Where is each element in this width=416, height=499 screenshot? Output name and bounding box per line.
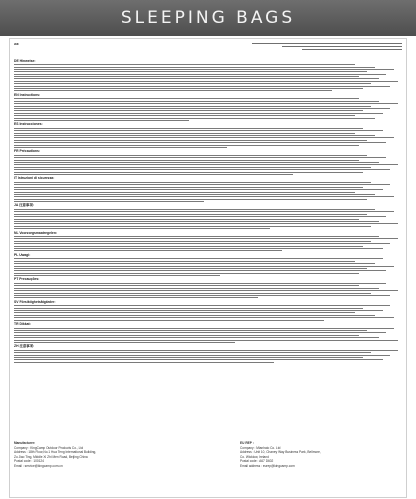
section-title: DE Hinweise: [14,58,36,63]
text-line [14,238,398,239]
text-line [14,90,332,91]
language-section-zh [14,344,402,362]
text-line [14,140,367,141]
text-line [14,113,383,114]
text-line [14,145,359,146]
language-section-sv [14,300,402,321]
text-line [14,268,367,269]
text-line [14,270,386,271]
text-line [14,88,363,89]
text-line [14,258,383,259]
text-line [14,297,258,298]
text-line [14,335,359,336]
text-line [14,357,363,358]
text-line [14,192,355,193]
text-line [14,236,379,237]
language-section-pl [14,253,402,276]
text-line [14,164,398,165]
text-line [14,78,379,79]
text-line [14,69,394,70]
text-line [14,221,379,222]
language-section-en [14,93,402,121]
section-title: PL Uwagi: [14,252,31,257]
section-title: SV Försiktighetsåtgärder: [14,299,56,304]
text-line [14,350,398,351]
eu-rep-postal: Postal code : A67 D602 [240,459,274,464]
language-section-nl [14,231,402,252]
text-line [14,103,398,104]
text-line [14,86,390,87]
text-line [14,167,371,168]
text-line [14,211,394,212]
text-line [14,155,367,156]
manufacturer-email: Email : service@kingcamp.com.cn [14,463,63,468]
instruction-sheet [9,38,407,498]
text-line [14,101,379,102]
text-line [14,187,363,188]
text-line [14,320,324,321]
text-line [14,83,371,84]
language-section-tr [14,322,402,343]
text-line [282,46,402,47]
text-line [14,332,386,333]
text-line [14,355,390,356]
text-line [14,182,371,183]
arabic-text-lines [252,41,402,50]
eu-rep-heading: EU REP : [240,441,254,445]
text-line [14,283,386,284]
text-line [252,43,402,44]
text-line [14,106,371,107]
section-title: NL Voorzorgsmaatregelen: [14,230,58,235]
text-line [14,74,386,75]
text-line [14,98,359,99]
text-line [14,137,394,138]
eu-rep-address: Address : Unit 10, Chaney Way Business Park, Bellmore, [240,450,321,455]
text-line [14,135,375,136]
text-line [14,157,386,158]
eu-rep-info [240,441,407,469]
manufacturer-heading: Manufacturer: [14,441,36,445]
text-line [14,340,398,341]
text-line [14,273,359,274]
text-line [14,310,383,311]
text-line [14,216,386,217]
text-line [14,359,383,360]
text-line [14,330,367,331]
text-line [14,120,189,121]
text-line [14,115,355,116]
text-line [14,290,398,291]
text-line [14,317,394,318]
text-line [14,108,390,109]
section-title: IT Istruzioni di sicurezza: [14,176,55,181]
manufacturer-address-2: Zu Jiao Ting, Middle Xi Zhi Men Road, Beijing China [14,454,88,459]
text-line [14,228,270,229]
text-line [14,162,379,163]
manufacturer-address: Address : 18th Floor,No.1 Hua Teng International Building, [14,450,97,455]
manufacturer-postal: Postal code : 100124 [14,459,44,464]
text-line [14,285,359,286]
section-title: PT Precauções: [14,277,40,282]
text-line [14,201,204,202]
section-title: FR Précautions: [14,149,40,154]
section-code: AR [14,42,19,46]
text-line [14,76,359,77]
text-line [14,226,371,227]
text-line [14,189,383,190]
text-line [14,243,390,244]
text-line [14,67,375,68]
text-line [14,160,359,161]
text-line [14,263,375,264]
language-sections [14,58,402,438]
text-line [14,261,355,262]
text-line [14,81,398,82]
text-line [14,246,363,247]
language-section-it [14,176,402,202]
text-line [14,295,390,296]
language-section-fr [14,149,402,175]
text-line [14,266,394,267]
text-line [14,288,379,289]
section-title: JA 注意事項: [14,203,34,208]
eu-rep-email: Email address : eurep@kingcamp.com [240,463,295,468]
text-line [14,110,363,111]
text-line [14,315,375,316]
text-line [14,128,363,129]
footer [14,441,402,493]
text-line [14,184,390,185]
text-line [14,308,363,309]
language-section-pt [14,277,402,298]
text-line [14,196,394,197]
text-line [14,328,394,329]
text-line [14,293,371,294]
text-line [14,174,293,175]
text-line [14,219,359,220]
text-line [14,172,363,173]
text-line [14,199,367,200]
text-line [14,275,220,276]
arabic-section [14,41,402,56]
text-line [14,64,355,65]
text-line [14,130,383,131]
text-line [14,352,371,353]
language-section-es [14,122,402,148]
text-line [14,362,274,363]
page-title: SLEEPING BAGS [120,8,296,28]
text-line [14,71,367,72]
text-line [14,342,235,343]
text-line [302,49,402,50]
text-line [14,223,398,224]
text-line [14,147,227,148]
manufacturer-company: Company : KingCamp Outdoor Products Co., Ltd [14,445,84,450]
text-line [14,312,355,313]
text-line [14,118,375,119]
text-line [14,194,375,195]
eu-rep-company: Company : Mianhaio Co. Ltd [240,445,281,450]
section-title: TR Dikkat: [14,322,31,327]
text-line [14,337,379,338]
text-line [14,214,367,215]
eu-rep-address-2: Co. Wicklow, Ireland [240,454,269,459]
manufacturer-info [14,441,204,469]
text-line [14,248,383,249]
text-line [14,133,355,134]
text-line [14,241,371,242]
text-line [14,209,375,210]
text-line [14,305,390,306]
language-section-de [14,59,402,92]
text-line [14,169,390,170]
page-header [0,0,416,36]
text-line [14,142,386,143]
text-line [14,250,282,251]
section-title: ES Instrucciones: [14,122,43,127]
section-title: ZH 注意事项: [14,344,35,349]
section-title: EN Instructions: [14,92,41,97]
language-section-ja [14,203,402,229]
